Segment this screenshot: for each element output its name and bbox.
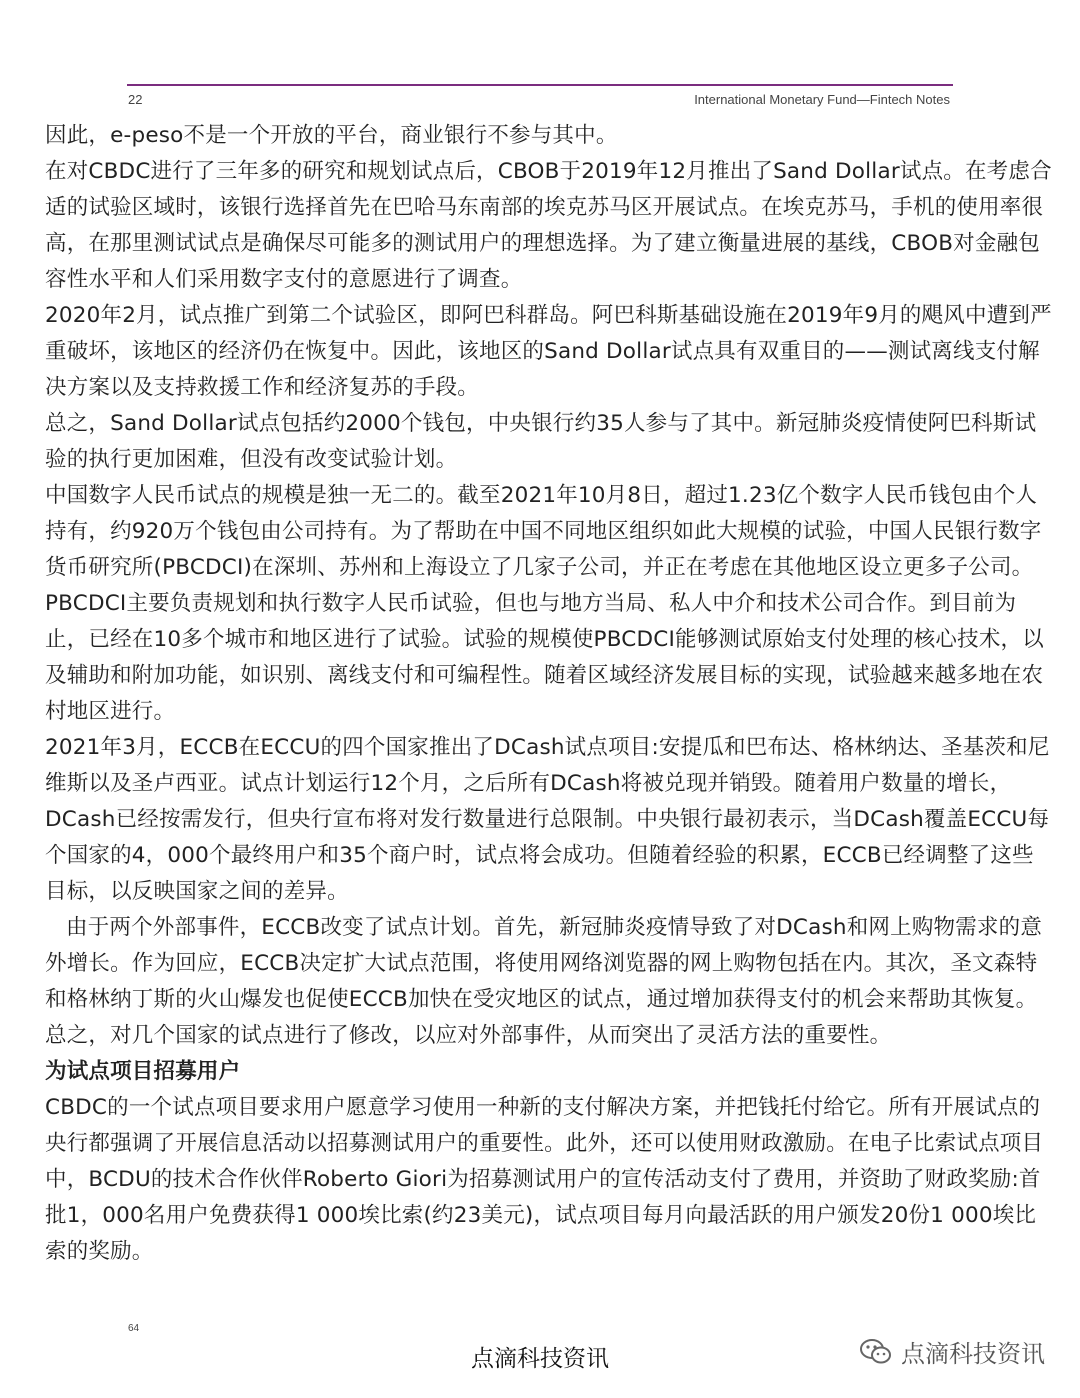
page-number: 22	[128, 92, 143, 107]
paragraph-1: 因此，e-peso不是一个开放的平台，商业银行不参与其中。	[45, 123, 618, 148]
running-header-title: International Monetary Fund—Fintech Notes	[694, 92, 950, 107]
footer-source-label: 点滴科技资讯	[471, 1346, 609, 1372]
paragraph-3: 2020年2月，试点推广到第二个试验区，即阿巴科群岛。阿巴科斯基础设施在2019年9月的飓风中遭到严重破坏，该地区的经济仍在恢复中。因此，该地区的Sand Dollar试点具有双重目的——测试离线支付解决方案以及支持救援工作和经济复苏的手段。	[45, 303, 1052, 400]
header-rule	[127, 84, 953, 86]
footer-page-number: 64	[128, 1323, 140, 1334]
paragraph-2: 在对CBDC进行了三年多的研究和规划试点后，CBOB于2019年12月推出了Sand Dollar试点。在考虑合适的试验区域时，该银行选择首先在巴哈马东南部的埃克苏马区开展试点。在埃克苏马，手机的使用率很高，在那里测试试点是确保尽可能多的测试用户的理想选择。为了建立衡量进展的基线，CBOB对金融包容性水平和人们采用数字支付的意愿进行了调查。	[45, 159, 1052, 292]
wechat-account	[859, 1334, 1045, 1369]
wechat-icon	[859, 1337, 893, 1367]
paragraph-4: 总之，Sand Dollar试点包括约2000个钱包，中央银行约35人参与了其中。新冠肺炎疫情使阿巴科斯试验的执行更加困难，但没有改变试验计划。	[45, 411, 1037, 472]
paragraph-5: 中国数字人民币试点的规模是独一无二的。截至2021年10月8日，超过1.23亿个数字人民币钱包由个人持有，约920万个钱包由公司持有。为了帮助在中国不同地区组织如此大规模的试验，中国人民银行数字货币研究所(PBCDCI)在深圳、苏州和上海设立了几家子公司，并正在考虑在其他地区设立更多子公司。	[45, 483, 1042, 580]
paragraph-8: 由于两个外部事件，ECCB改变了试点计划。首先，新冠肺炎疫情导致了对DCash和网上购物需求的意外增长。作为回应，ECCB决定扩大试点范围，将使用网络浏览器的网上购物包括在内。其次，圣文森特和格林纳丁斯的火山爆发也促使ECCB加快在受灾地区的试点，通过增加获得支付的机会来帮助其恢复。总之，对几个国家的试点进行了修改，以应对外部事件，从而突出了灵活方法的重要性。	[45, 915, 1043, 1048]
wechat-label: 点滴科技资讯	[901, 1340, 1045, 1368]
paragraph-7: 2021年3月，ECCB在ECCU的四个国家推出了DCash试点项目:安提瓜和巴布达、格林纳达、圣基茨和尼维斯以及圣卢西亚。试点计划运行12个月，之后所有DCash将被兑现并销毁。随着用户数量的增长，DCash已经按需发行，但央行宣布将对发行数量进行总限制。中央银行最初表示，当DCash覆盖ECCU每个国家的4，000个最终用户和35个商户时，试点将会成功。但随着经验的积累，ECCB已经调整了这些目标，以反映国家之间的差异。	[45, 735, 1050, 904]
paragraph-6: PBCDCI主要负责规划和执行数字人民币试验，但也与地方当局、私人中介和技术公司合作。到目前为止，已经在10多个城市和地区进行了试验。试验的规模使PBCDCI能够测试原始支付处理的核心技术，以及辅助和附加功能，如识别、离线支付和可编程性。随着区域经济发展目标的实现，试验越来越多地在农村地区进行。	[45, 591, 1044, 724]
section-heading: 为试点项目招募用户	[45, 1059, 241, 1084]
section-paragraph: CBDC的一个试点项目要求用户愿意学习使用一种新的支付解决方案，并把钱托付给它。所有开展试点的央行都强调了开展信息活动以招募测试用户的重要性。此外，还可以使用财政激励。在电子比索试点项目中，BCDU的技术合作伙伴Roberto Giori为招募测试用户的宣传活动支付了费用，并资助了财政奖励:首批1，000名用户免费获得1 000埃比索(约23美元)，试点项目每月向最活跃的用户颁发20份1 000埃比索的奖励。	[45, 1095, 1044, 1264]
article-body	[45, 118, 1055, 1270]
